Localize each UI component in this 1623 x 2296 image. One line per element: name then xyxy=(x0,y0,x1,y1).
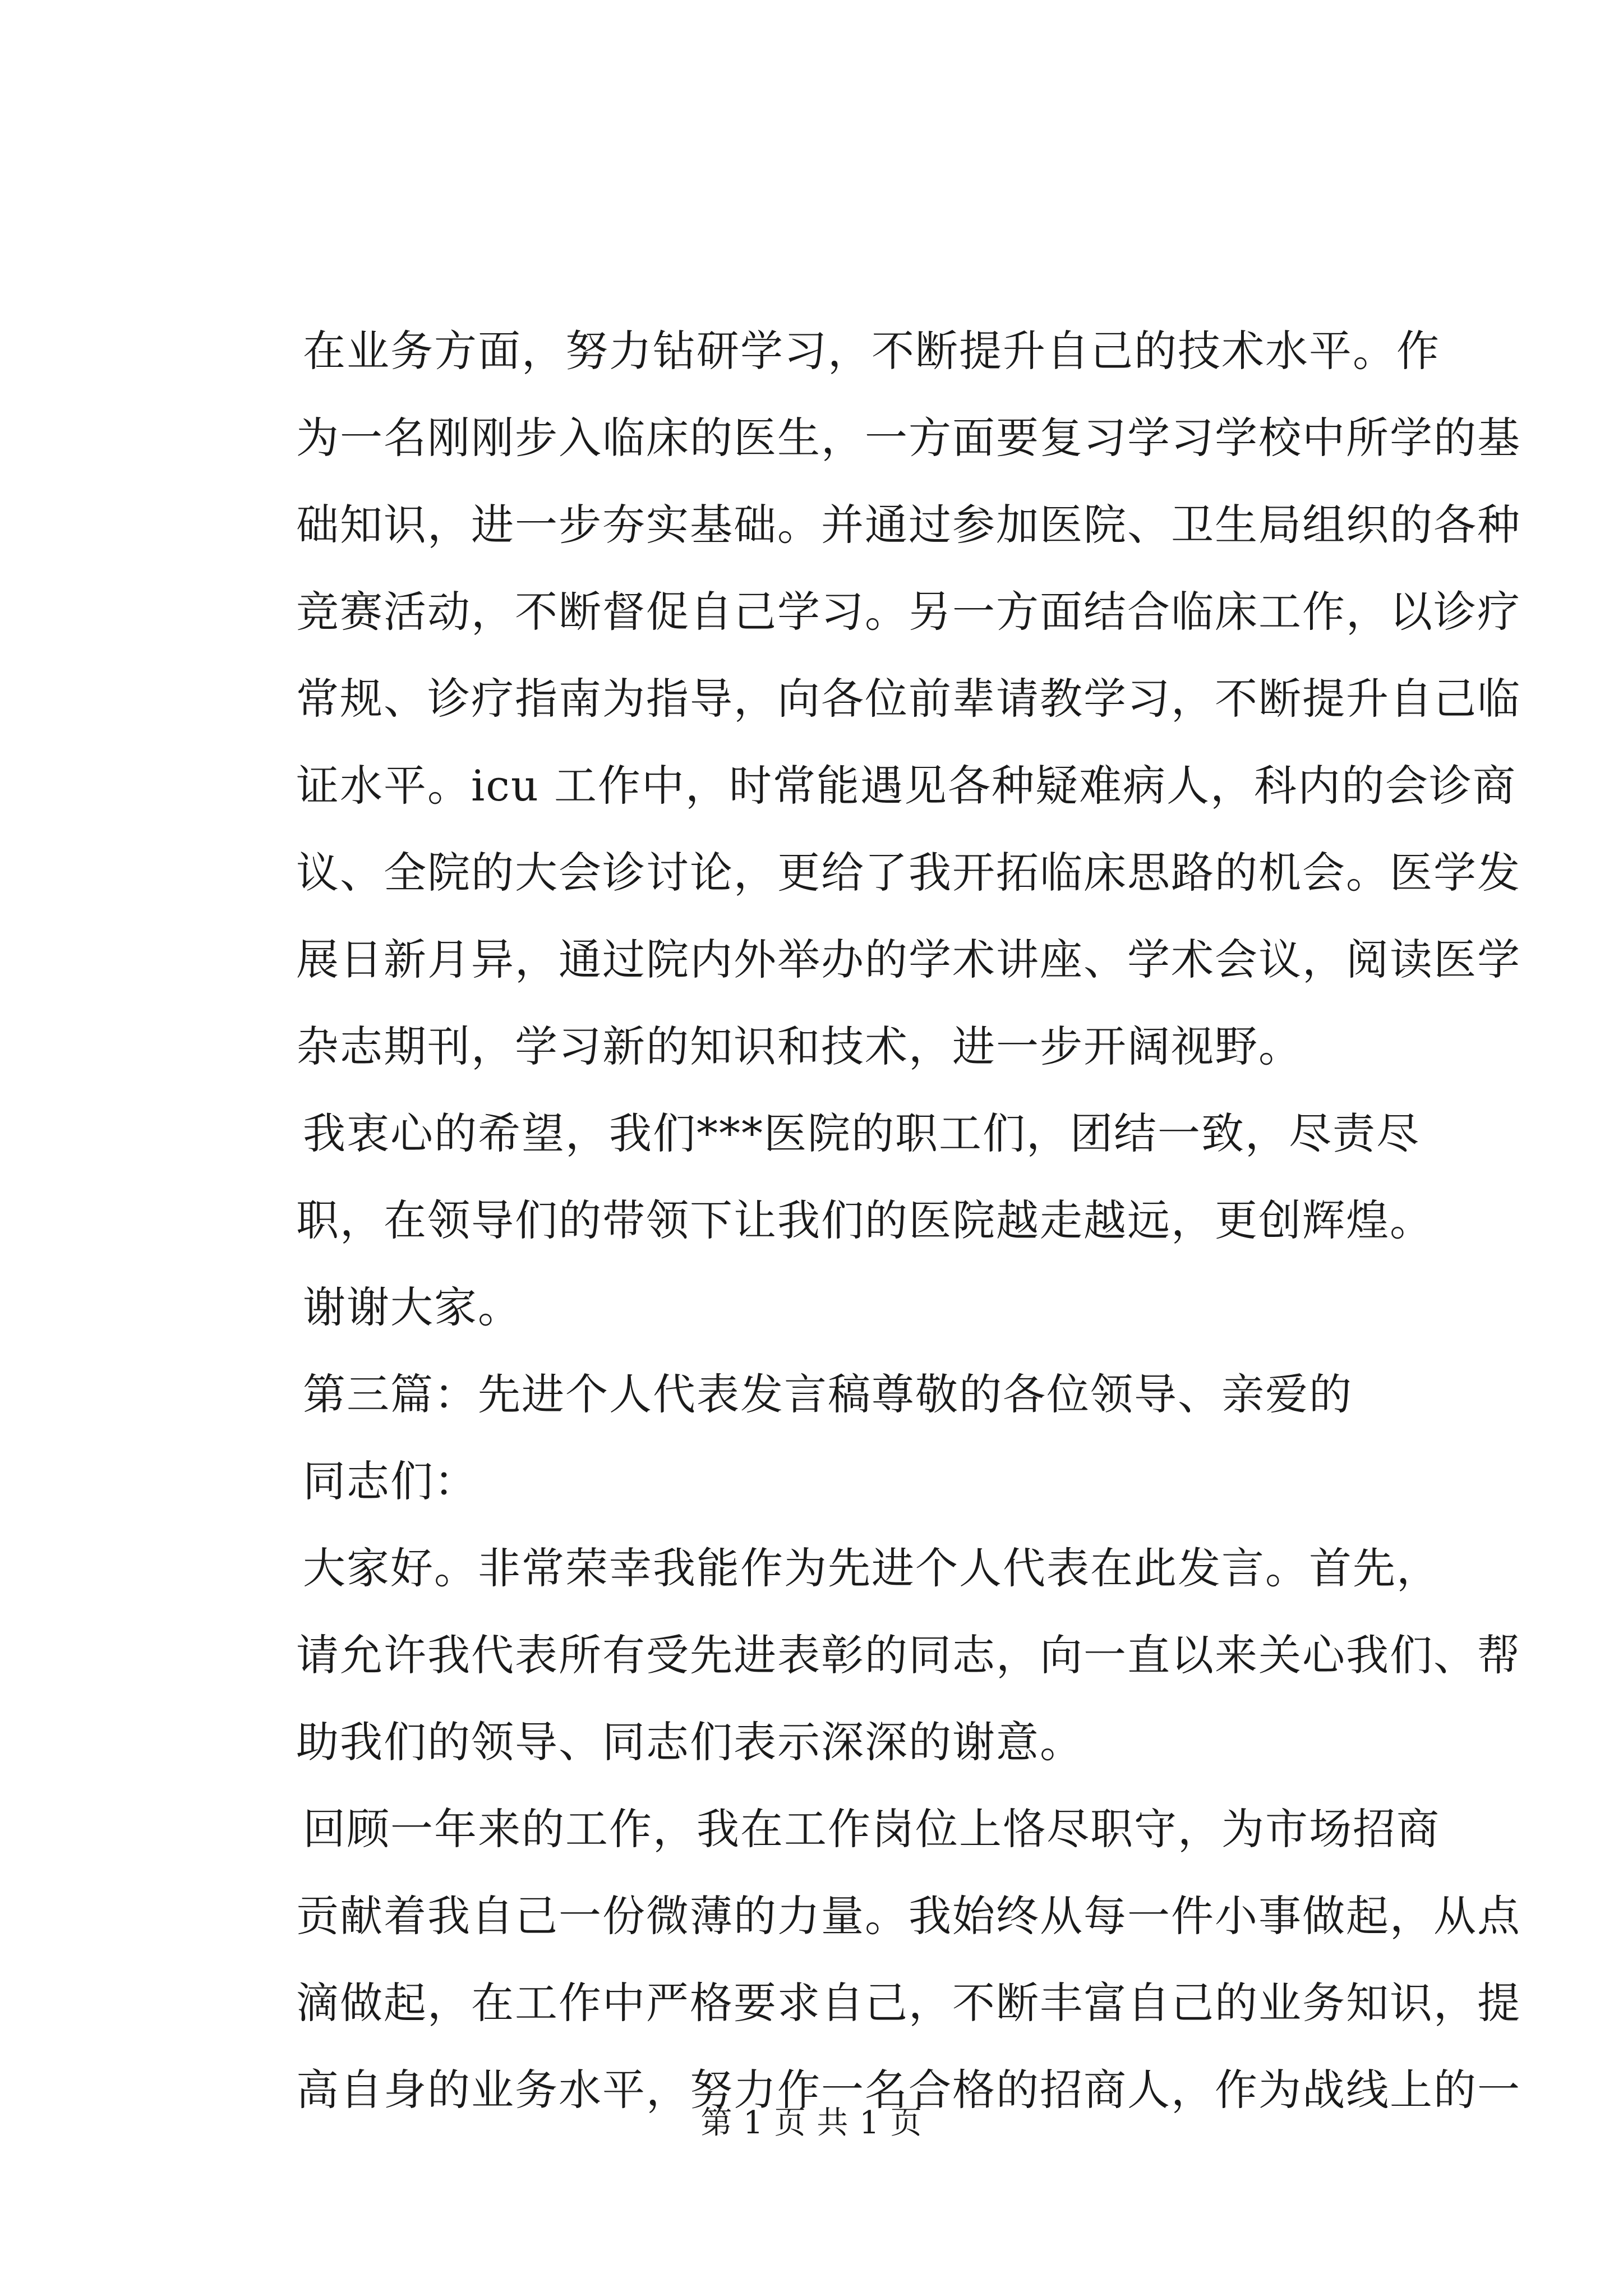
text-line xyxy=(296,1959,1521,2046)
text-line xyxy=(296,568,1521,655)
text-line xyxy=(296,1177,1433,1264)
text-line xyxy=(303,1525,1440,1612)
text-line-content: 展日新月异，通过院内外举办的学术讲座、学术会议，阅读医学 xyxy=(296,935,1521,984)
text-line xyxy=(296,1699,1419,1786)
text-line xyxy=(296,1612,1521,1699)
text-line-content: 杂志期刊，学习新的知识和技术，进一步开阔视野。 xyxy=(296,1022,1302,1071)
text-line-content: 为一名刚刚步入临床的医生，一方面要复习学习学校中所学的基 xyxy=(296,413,1521,463)
text-line-content: 在业务方面，努力钻研学习，不断提升自己的技术水平。作 xyxy=(303,326,1440,376)
text-line xyxy=(296,829,1521,916)
text-line-content: 证水平。icu 工作中，时常能遇见各种疑难病人，科内的会诊商 xyxy=(296,761,1516,811)
text-line-content: 谢谢大家。 xyxy=(303,1282,522,1332)
text-line xyxy=(296,1003,1419,1090)
text-line xyxy=(296,394,1521,481)
text-line xyxy=(303,307,1440,394)
text-line xyxy=(296,742,1516,829)
text-line xyxy=(303,1090,1419,1177)
text-line-content: 请允许我代表所有受先进表彰的同志，向一直以来关心我们、帮 xyxy=(296,1630,1521,1680)
text-line-content: 常规、诊疗指南为指导，向各位前辈请教学习，不断提升自己临 xyxy=(296,674,1521,724)
text-line xyxy=(296,655,1521,742)
text-line-content: 第三篇：先进个人代表发言稿尊敬的各位领导、亲爱的 xyxy=(303,1369,1353,1419)
text-line-content: 竞赛活动，不断督促自己学习。另一方面结合临床工作，以诊疗 xyxy=(296,587,1521,637)
page-number-label: 第 1 页 共 1 页 xyxy=(700,2105,923,2141)
text-line-content: 助我们的领导、同志们表示深深的谢意。 xyxy=(296,1717,1083,1767)
text-line-content: 滴做起，在工作中严格要求自己，不断丰富自己的业务知识，提 xyxy=(296,1978,1521,2028)
text-line xyxy=(303,1786,1440,1872)
text-line xyxy=(303,1438,1419,1525)
page-footer xyxy=(0,2101,1623,2146)
text-line xyxy=(296,1872,1521,1959)
text-line xyxy=(296,916,1521,1003)
text-line-content: 我衷心的希望，我们***医院的职工们，团结一致，尽责尽 xyxy=(303,1108,1420,1158)
text-line-content: 回顾一年来的工作，我在工作岗位上恪尽职守，为市场招商 xyxy=(303,1804,1440,1854)
text-line-content: 职，在领导们的带领下让我们的医院越走越远，更创辉煌。 xyxy=(296,1195,1433,1245)
text-line-content: 大家好。非常荣幸我能作为先进个人代表在此发言。首先， xyxy=(303,1543,1440,1593)
text-line-content: 高自身的业务水平，努力作一名合格的招商人，作为战线上的一 xyxy=(296,2065,1521,2115)
text-line-content: 同志们： xyxy=(303,1456,478,1506)
text-line xyxy=(303,1264,1419,1351)
text-line-content: 议、全院的大会诊讨论，更给了我开拓临床思路的机会。医学发 xyxy=(296,848,1521,898)
text-line-content: 贡献着我自己一份微薄的力量。我始终从每一件小事做起，从点 xyxy=(296,1891,1521,1941)
text-line-content: 础知识，进一步夯实基础。并通过参加医院、卫生局组织的各种 xyxy=(296,500,1521,550)
document-body xyxy=(296,307,1521,2133)
text-line xyxy=(296,481,1521,568)
section-heading xyxy=(303,1351,1419,1438)
